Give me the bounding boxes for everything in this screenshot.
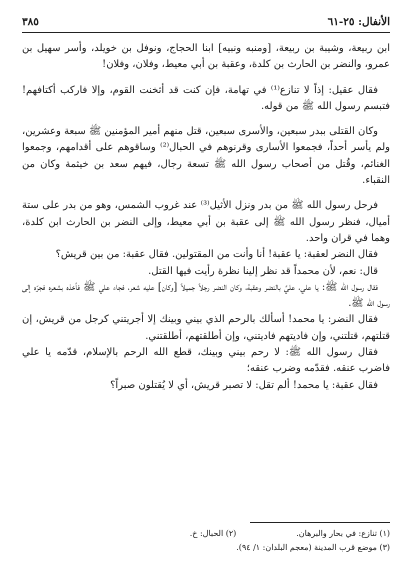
header-divider — [22, 32, 390, 33]
surah-reference: الأنفال: ٢٥-٦١ — [327, 16, 390, 28]
footnote-divider — [250, 522, 390, 523]
footnote: (١) تنازع: في بحار والبرهان. — [296, 529, 390, 538]
footnote: (٢) الحبال: خ. — [189, 529, 237, 538]
footnote: (٣) موضع قرب المدينة (معجم البلدان: ١/ ٩٤). — [236, 543, 390, 552]
paragraph: ابن ربيعة، وشيبة بن ربيعة، [ومنبه ونبيه] ابنا الحجاج، ونوفل بن خويلد، وأسر سهيل بن عمرو، والنضر بن الحارث بن كلدة، وعقبة بن أبي معيط، وفلان، وفلان! — [22, 43, 390, 71]
paragraph: وكان القتلى ببدر سبعين، والأسرى سبعين، قتل منهم أمير المؤمنين ﷺ سبعة وعشرين، ولم يأسر أحداً، فجمعوا الأسارى وقرنوهم في الحبال⁽²⁾ وساقوهم على أقدامهم، وجمعوا الغنائم، وقُتل من أصحاب رسول الله ﷺ تسعة رجال، فيهم سعد بن خيثمة وكان من النقباء. — [22, 126, 390, 187]
paragraph: قال: نعم، لأن محمداً قد نظر إلينا نظرة رأيت فيها القتل. — [148, 265, 378, 277]
paragraph: فقال النضر: يا محمد! أسألك بالرحم الذي بيني وبينك إلا أجريتني كرجل من قريش، إن قتلتهم، قتلتني، وإن فاديتهم فاديتني، وإن أطلقتهم، أطلقتني. — [22, 314, 390, 342]
footnotes — [22, 527, 390, 555]
paragraph: فقال عقيل: إذاً لا تنازع⁽¹⁾ في تهامة، فإن كنت قد أثخنت القوم، وإلا فاركب أكتافهم! فتبسم رسول الله ﷺ من قوله. — [22, 84, 390, 112]
paragraph: فقال النضر لعقبة: يا عقبة! أنا وأنت من المقتولين. فقال عقبة: من بين قريش؟ — [55, 249, 378, 261]
paragraph: فقال عقبة: يا محمد! ألم تقل: لا تصبر قريش، أي لا يُقتلون صبراً؟ — [110, 379, 378, 391]
page-number: ٣٨٥ — [22, 16, 39, 28]
paragraph: فقال رسول الله ﷺ: لا رحم بيني وبينك، قطع الله الرحم بالإسلام، قدّمه يا علي فاضرب عنقه. فقدّمه وضرب عنقه؛ — [22, 347, 390, 375]
page-header — [22, 14, 390, 30]
paragraph: فقال رسول الله ﷺ: يا علي، عليَّ بالنضر وعقبة، وكان النضر رجلاً جميلاً [وكان] عليه شعر، فجاء علي ﷺ فأخذه بشعره فجرّه إلى رسول الله ﷺ. — [22, 281, 390, 310]
main-text — [22, 41, 390, 394]
paragraph: فرحل رسول الله ﷺ من بدر ونزل الأثيل⁽³⁾ عند غروب الشمس، وهو من بدر على ستة أميال، فنظر رسول الله ﷺ إلى عقبة بن أبي معيط، وإلى النضر بن الحارث ابن كلدة، وهما في قران واحد. — [22, 200, 390, 244]
